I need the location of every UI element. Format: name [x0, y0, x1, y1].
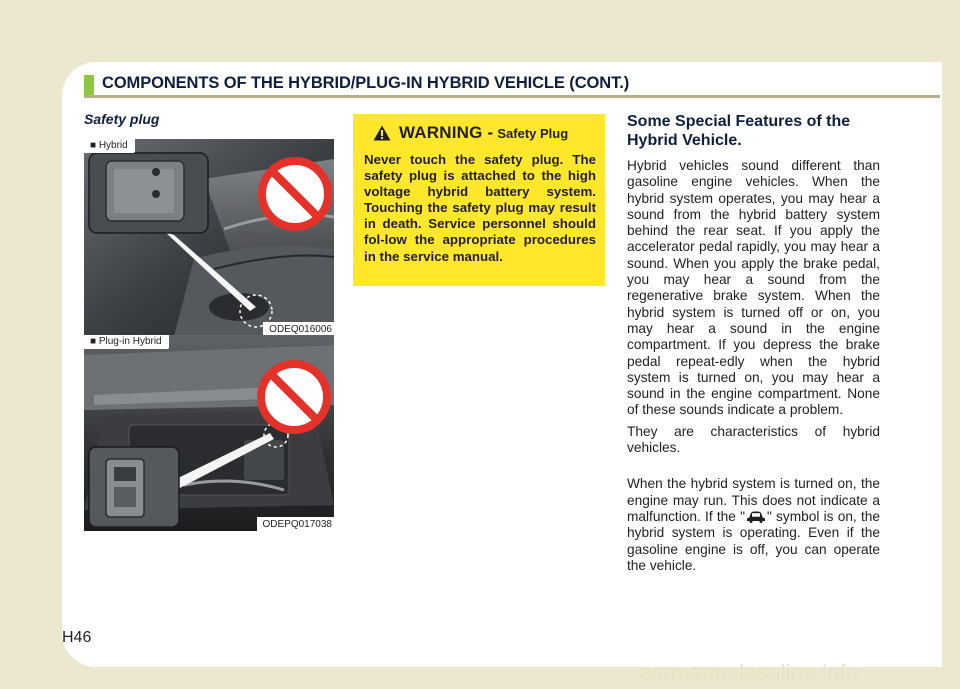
- figure-plug-in-hybrid: [84, 335, 334, 531]
- warning-triangle-icon: [373, 125, 391, 141]
- features-paragraph-1: Hybrid vehicles sound different than gasoline engine vehicles. When the hybrid system operates, you may hear a sound from the hybrid battery system behind the rear seat. If you apply the accelerator pedal rapidly, you may hear a sound. When you apply the brake pedal, you may hear a sound from the regenerative brake system. When the hybrid system is turned off or on, you may hear a sound in the engine compartment. If you depress the brake pedal repeat-edly when the hybrid system is turned on, you may hear a sound in the engine compartment. None of these sounds indicate a problem.: [627, 158, 880, 418]
- no-entry-icon: [261, 364, 327, 430]
- figure-hybrid: [84, 139, 334, 336]
- figure-label-hybrid: ■ Hybrid: [84, 139, 135, 153]
- header-marker: [84, 75, 94, 95]
- car-ready-icon: [746, 510, 766, 523]
- warning-heading: [373, 123, 568, 143]
- header-title: COMPONENTS OF THE HYBRID/PLUG-IN HYBRID VEHICLE (CONT.): [102, 74, 630, 92]
- header-rule: [84, 95, 940, 98]
- cargo-area-illustration: [84, 335, 334, 531]
- features-heading: Some Special Features of the Hybrid Vehicle.: [627, 113, 851, 149]
- section-title: Safety plug: [84, 111, 160, 127]
- paragraph-3-after: " symbol is on, the hybrid system is operating. Even if the gasoline engine is off, you can operate the vehicle.: [627, 508, 880, 573]
- warning-label: WARNING -: [399, 123, 494, 142]
- page-number: H46: [62, 629, 92, 646]
- features-paragraph-2: They are characteristics of hybrid vehicles.: [627, 423, 880, 456]
- watermark: carmanualsonline.info: [640, 660, 859, 685]
- features-paragraph-3: [627, 476, 880, 574]
- warning-text: Never touch the safety plug. The safety plug is attached to the high voltage hybrid battery system. Touching the safety plug may result in death. Service personnel should fol-low the appropriate procedures in the service manual.: [364, 152, 596, 264]
- features-column: [627, 112, 880, 574]
- rear-seat-illustration: [84, 139, 334, 336]
- figure-label-plug-in-hybrid: ■ Plug-in Hybrid: [84, 335, 169, 349]
- figure-code-plug-in-hybrid: ODEPQ017038: [257, 517, 335, 531]
- warning-box: [353, 114, 605, 286]
- no-entry-icon: [262, 161, 328, 227]
- paragraph-3-before: When the hybrid system is turned on, the engine may run. This does not indicate a malfunction. If the ": [627, 476, 880, 524]
- warning-subject: Safety Plug: [497, 125, 569, 141]
- section-header: [84, 74, 940, 96]
- figure-code-hybrid: ODEQ016006: [263, 322, 334, 336]
